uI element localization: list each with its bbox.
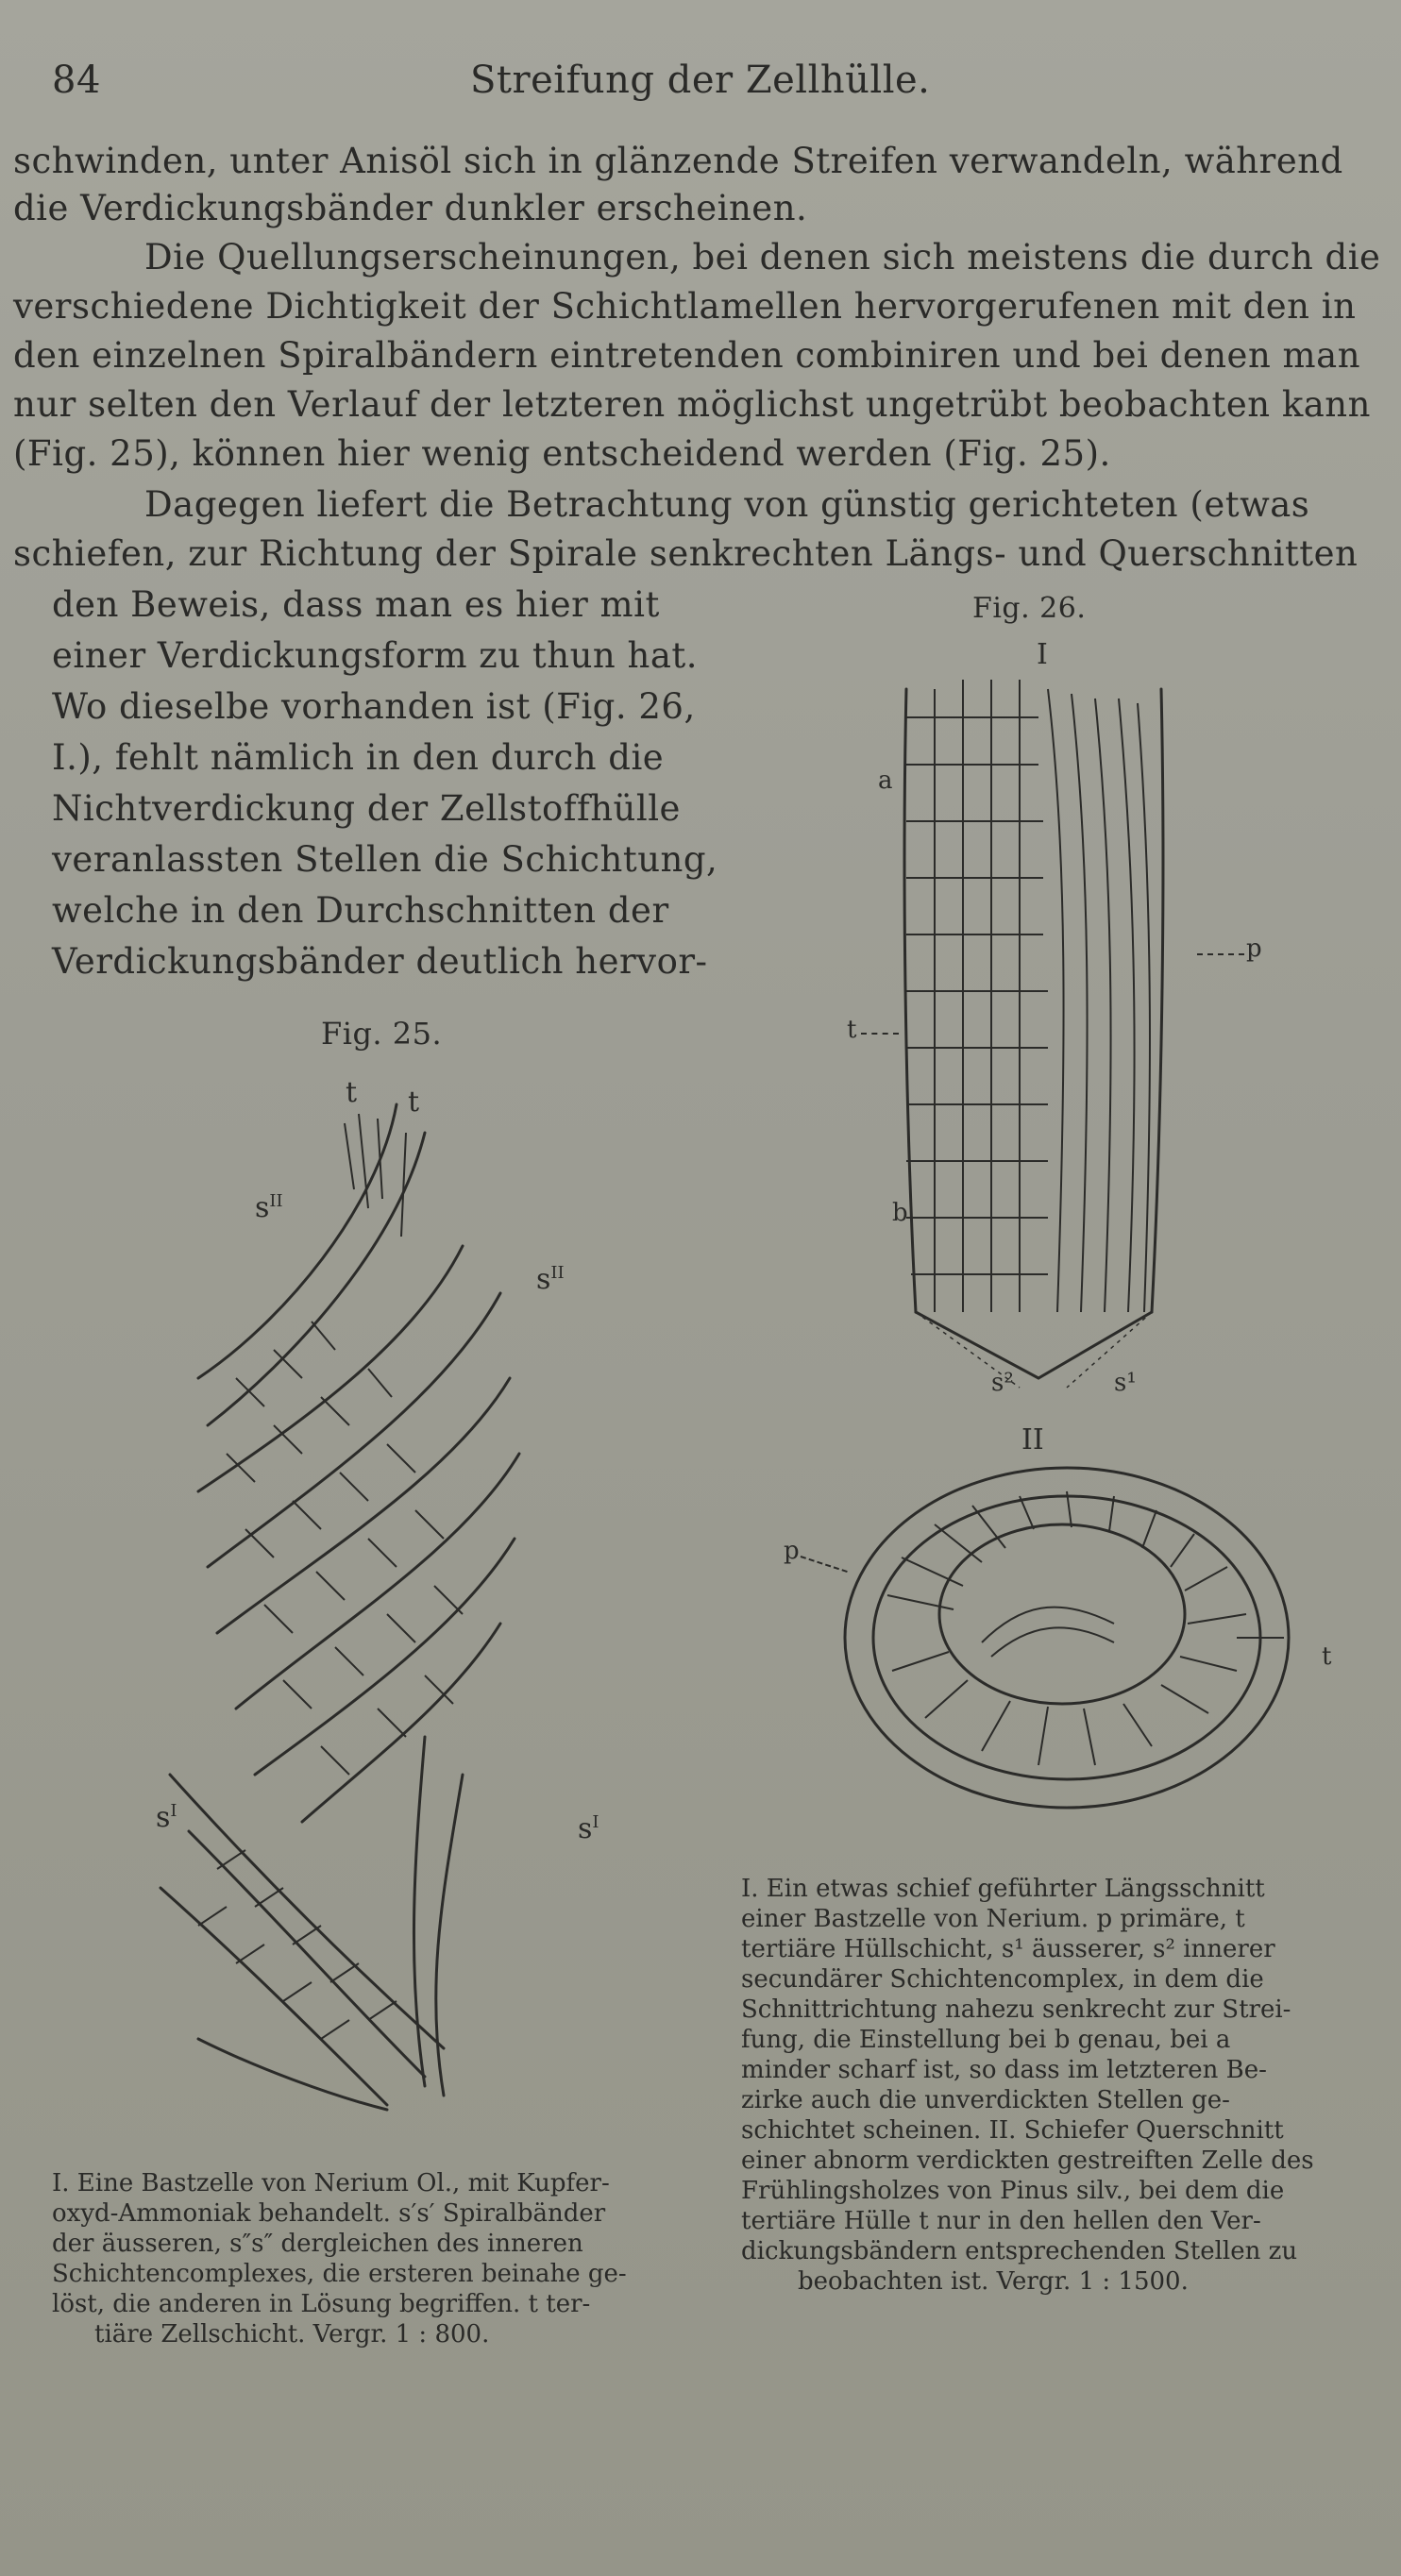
body-line: verschiedene Dichtigkeit der Schichtlamellen hervorgerufenen mit den in — [13, 286, 1357, 327]
fig26-label-s1: s¹ — [1114, 1369, 1137, 1397]
body-line: schiefen, zur Richtung der Spirale senkrechten Längs- und Querschnitten — [13, 533, 1359, 574]
fig26-label-t2: t — [1322, 1642, 1332, 1671]
fig26-label-s2: s² — [991, 1369, 1014, 1397]
column-line: den Beweis, dass man es hier mit — [52, 584, 660, 625]
fig25-caption-line: der äusseren, s″s″ dergleichen des inneren — [52, 2230, 583, 2258]
fig25-caption-line: I. Eine Bastzelle von Nerium Ol., mit Kupfer- — [52, 2169, 610, 2197]
fig26-caption-line: dickungsbändern entsprechenden Stellen zu — [741, 2237, 1298, 2265]
fig25-title: Fig. 25. — [321, 1016, 443, 1052]
body-line: nur selten den Verlauf der letzteren möglichst ungetrübt beobachten kann — [13, 384, 1371, 425]
fig26-caption-line: tertiäre Hülle t nur in den hellen den Ver- — [741, 2207, 1261, 2235]
fig26-caption-line: einer Bastzelle von Nerium. p primäre, t — [741, 1905, 1245, 1933]
column-line: welche in den Durchschnitten der — [52, 890, 669, 931]
fig26-label-t: t — [847, 1016, 857, 1044]
fig25-caption-line: löst, die anderen in Lösung begriffen. t ter- — [52, 2290, 591, 2318]
fig25-label-t: t — [346, 1076, 358, 1109]
fig26-caption-line: beobachten ist. Vergr. 1 : 1500. — [798, 2267, 1189, 2296]
fig26-caption-line: minder scharf ist, so dass im letzteren Be- — [741, 2056, 1267, 2084]
fig26-longitudinal-section — [878, 661, 1199, 1397]
body-line: den einzelnen Spiralbändern eintretenden combiniren und bei denen man — [13, 335, 1361, 376]
fig26-part2-label: II — [1021, 1423, 1044, 1456]
column-line: einer Verdickungsform zu thun hat. — [52, 635, 699, 676]
fig26-caption-line: I. Ein etwas schief geführter Längsschnitt — [741, 1875, 1265, 1903]
fig26-caption-line: secundärer Schichtencomplex, in dem die — [741, 1965, 1264, 1994]
fig26-caption-line: tertiäre Hüllschicht, s¹ äusserer, s² innerer — [741, 1935, 1275, 1963]
fig26-caption-line: zirke auch die unverdickten Stellen ge- — [741, 2086, 1230, 2114]
fig26-caption-line: Frühlingsholzes von Pinus silv., bei dem die — [741, 2177, 1285, 2205]
column-line: Verdickungsbänder deutlich hervor- — [52, 941, 708, 982]
fig26-label-a: a — [878, 766, 893, 795]
fig26-caption-line: fung, die Einstellung bei b genau, bei a — [741, 2026, 1231, 2054]
running-title: Streifung der Zellhülle. — [470, 59, 931, 102]
fig26-leader-t — [861, 1033, 899, 1035]
fig26-label-p2: p — [784, 1537, 800, 1565]
column-line: Nichtverdickung der Zellstoffhülle — [52, 788, 681, 829]
fig25-label-s1: $s^I$ — [156, 1801, 177, 1834]
fig25-caption-line: Schichtencomplexes, die ersteren beinahe ge- — [52, 2260, 627, 2288]
column-line: I.), fehlt nämlich in den durch die — [52, 737, 665, 778]
body-line: Dagegen liefert die Betrachtung von günstig gerichteten (etwas — [144, 484, 1310, 525]
fig25-drawing — [142, 1095, 595, 2124]
fig25-label-s2: $s^{II}$ — [255, 1191, 283, 1224]
fig26-caption-line: schichtet scheinen. II. Schiefer Querschnitt — [741, 2116, 1284, 2145]
fig26-part1-label: I — [1037, 638, 1048, 671]
fig25-caption-line: tiäre Zellschicht. Vergr. 1 : 800. — [94, 2320, 490, 2349]
fig25-label-s1: $s^I$ — [578, 1812, 599, 1845]
fig25-label-s2: $s^{II}$ — [536, 1263, 565, 1296]
fig25-label-t: t — [408, 1086, 420, 1119]
fig26-label-b: b — [892, 1199, 908, 1227]
column-line: veranlassten Stellen die Schichtung, — [52, 839, 718, 880]
body-line: (Fig. 25), können hier wenig entscheidend werden (Fig. 25). — [13, 433, 1111, 474]
fig26-cross-section — [831, 1454, 1303, 1822]
fig26-title: Fig. 26. — [972, 592, 1087, 625]
column-line: Wo dieselbe vorhanden ist (Fig. 26, — [52, 686, 696, 727]
body-line: die Verdickungsbänder dunkler erscheinen. — [13, 188, 808, 228]
fig26-caption-line: einer abnorm verdickten gestreiften Zelle des — [741, 2147, 1314, 2175]
fig26-leader-p — [1197, 953, 1244, 955]
fig26-caption-line: Schnittrichtung nahezu senkrecht zur Strei- — [741, 1995, 1291, 2024]
body-line: Die Quellungserscheinungen, bei denen sich meistens die durch die — [144, 237, 1381, 278]
fig26-label-p: p — [1246, 934, 1262, 963]
body-line: schwinden, unter Anisöl sich in glänzende Streifen verwandeln, während — [13, 141, 1343, 181]
page-number: 84 — [52, 59, 101, 102]
fig25-caption-line: oxyd-Ammoniak behandelt. s′s′ Spiralbänder — [52, 2199, 606, 2228]
